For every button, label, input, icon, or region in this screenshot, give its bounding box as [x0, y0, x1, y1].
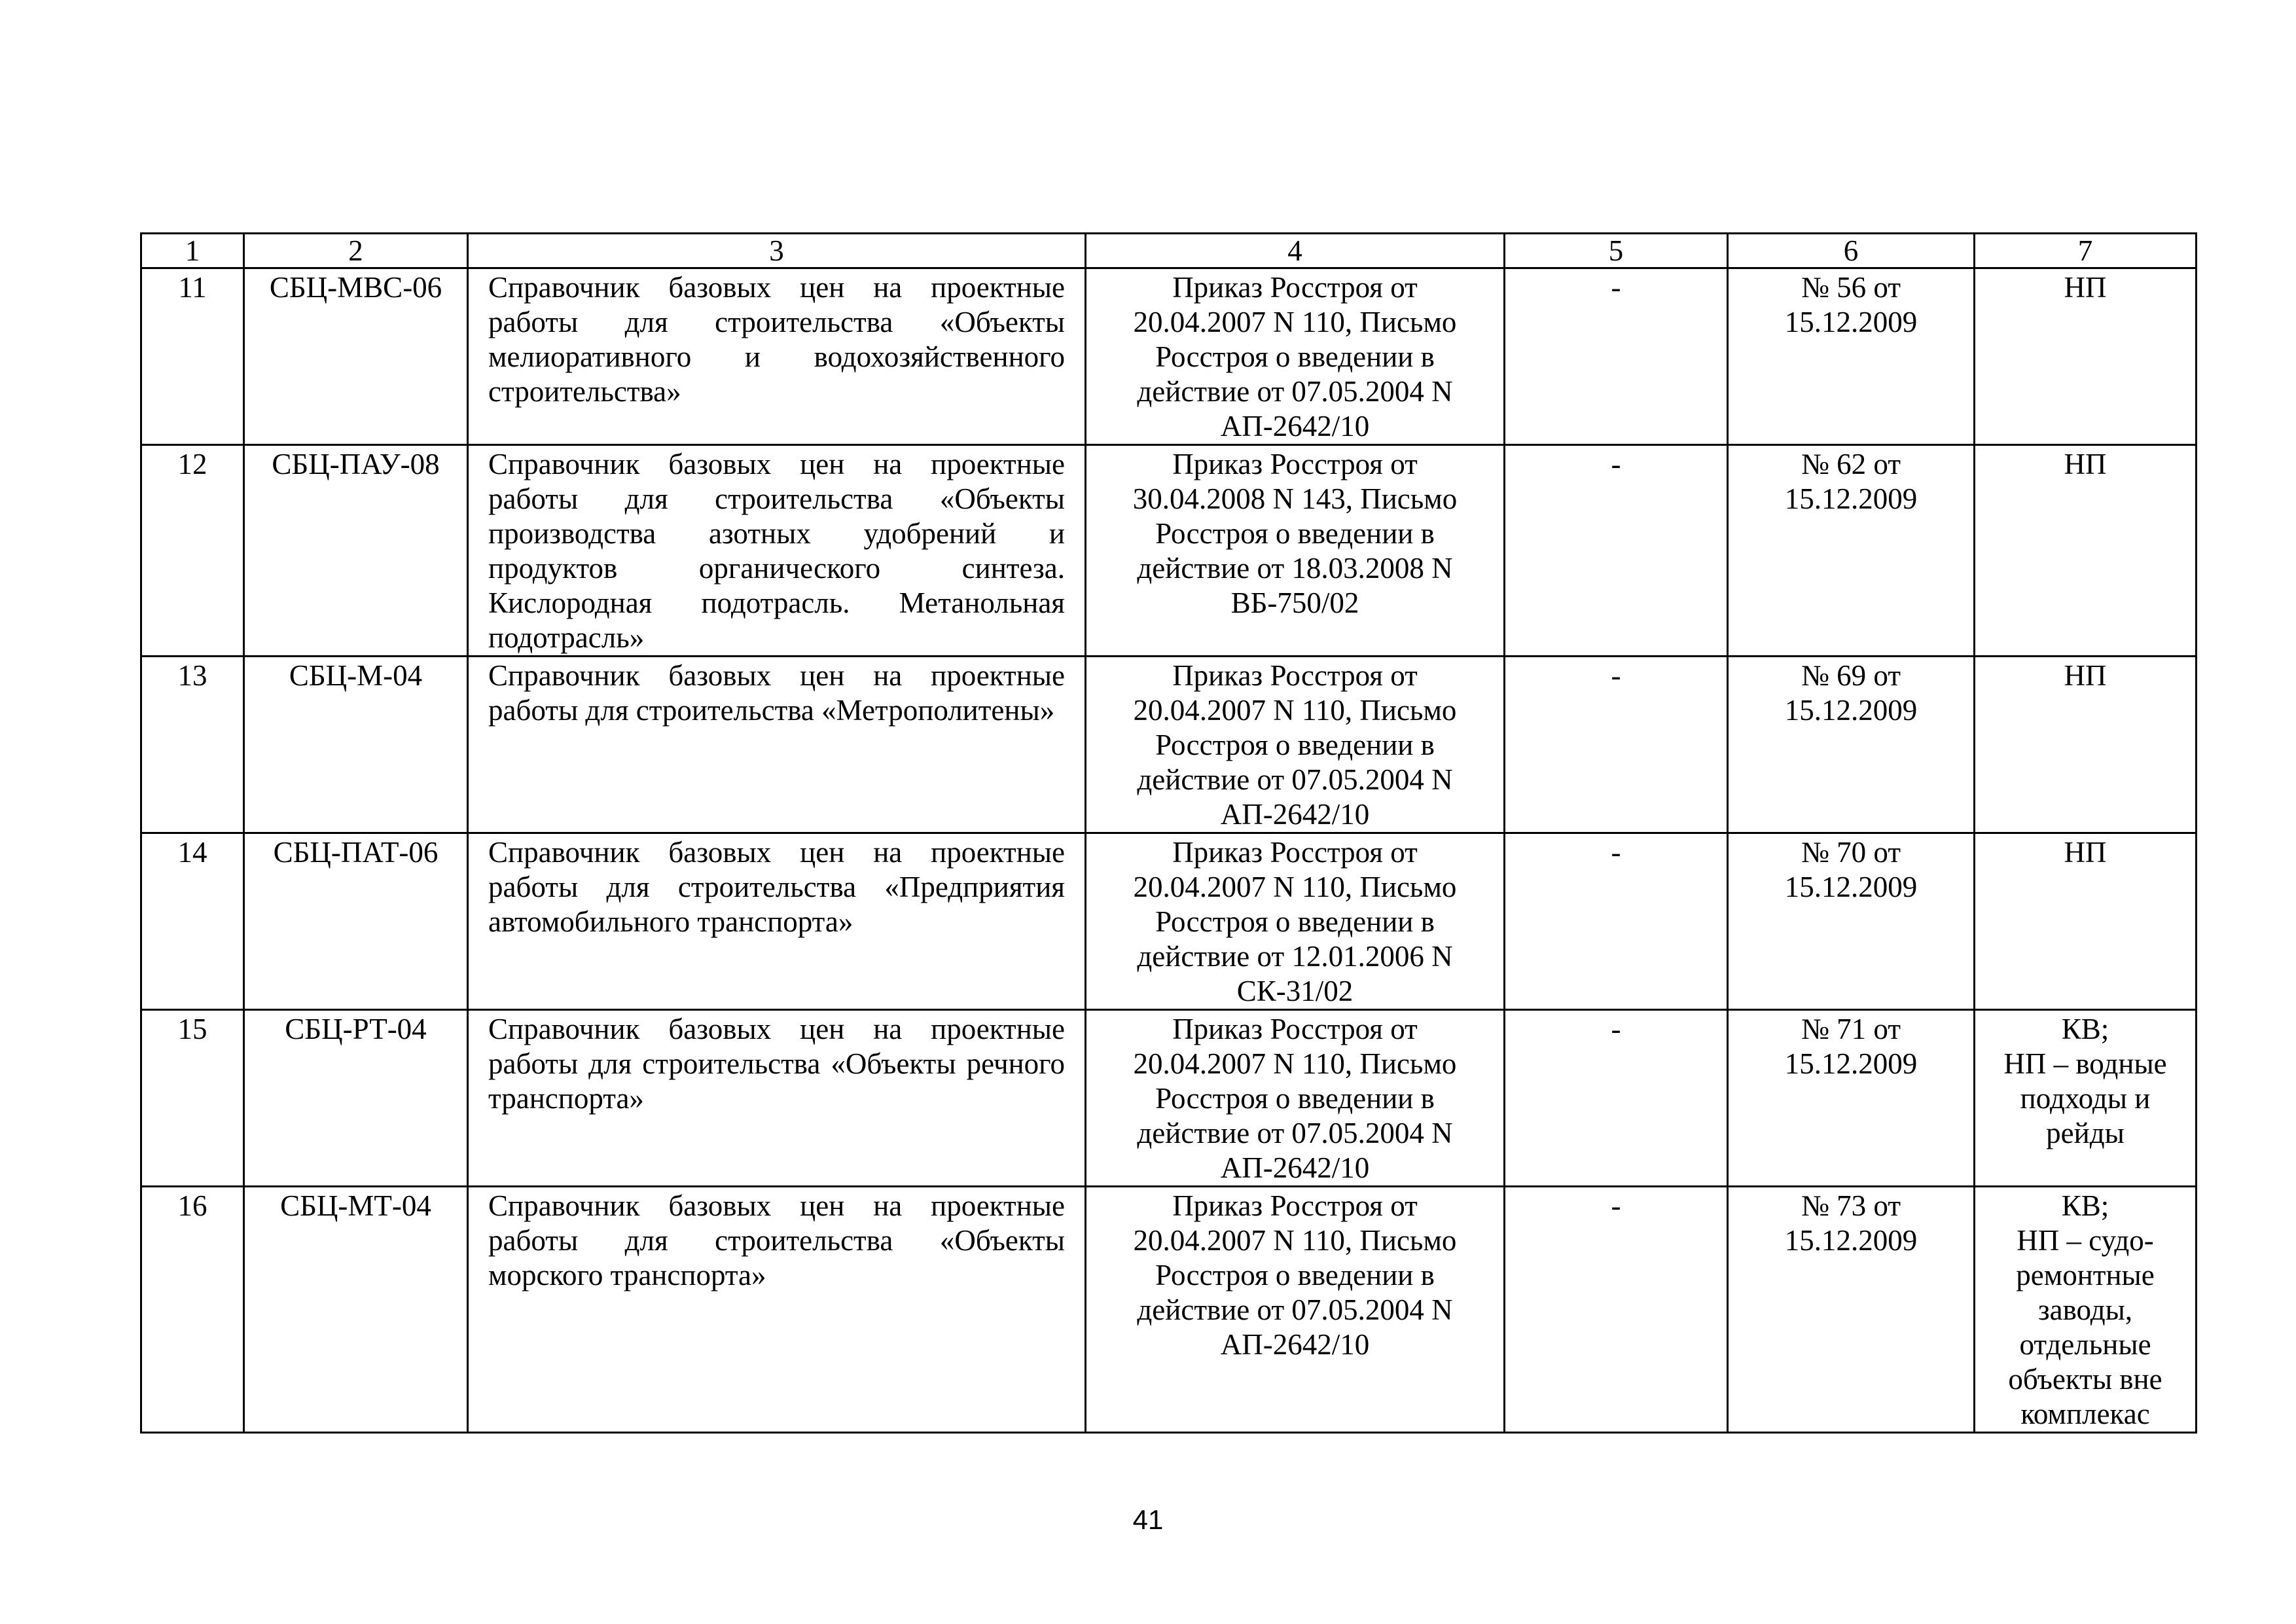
- code-cell: СБЦ-М-04: [244, 657, 468, 833]
- table-row: [141, 1187, 2197, 1433]
- table-row: [141, 833, 2197, 1010]
- table-row: [141, 268, 2197, 445]
- letter-cell: № 70 от 15.12.2009: [1728, 833, 1975, 1010]
- table-row: [141, 1010, 2197, 1187]
- row-number-cell: 16: [141, 1187, 244, 1433]
- code-cell: СБЦ-МВС-06: [244, 268, 468, 445]
- col5-cell: -: [1505, 1187, 1728, 1433]
- letter-cell: № 73 от 15.12.2009: [1728, 1187, 1975, 1433]
- order-cell: Приказ Росстроя от 20.04.2007 N 110, Письмо Росстроя о введении в действие от 12.01.2006 N СК-31/02: [1086, 833, 1505, 1010]
- page-number: 41: [1132, 1504, 1164, 1535]
- column-number: 3: [468, 234, 1086, 268]
- col5-cell: -: [1505, 833, 1728, 1010]
- row-number-cell: 12: [141, 445, 244, 657]
- status-cell: КВ; НП – водные подходы и рейды: [1975, 1010, 2197, 1187]
- col5-cell: -: [1505, 1010, 1728, 1187]
- code-cell: СБЦ-МТ-04: [244, 1187, 468, 1433]
- title-cell: Справочник базовых цен на проектные работы для строительства «Объекты производства азотных удобрений и продуктов органического синтеза. Кислородная подотрасль. Метанольная подотрасль»: [468, 445, 1086, 657]
- order-cell: Приказ Росстроя от 30.04.2008 N 143, Письмо Росстроя о введении в действие от 18.03.2008 N ВБ-750/02: [1086, 445, 1505, 657]
- code-cell: СБЦ-РТ-04: [244, 1010, 468, 1187]
- table-body: [141, 234, 2197, 1433]
- row-number-cell: 13: [141, 657, 244, 833]
- row-number-cell: 15: [141, 1010, 244, 1187]
- letter-cell: № 56 от 15.12.2009: [1728, 268, 1975, 445]
- status-cell: НП: [1975, 445, 2197, 657]
- col5-cell: -: [1505, 445, 1728, 657]
- title-cell: Справочник базовых цен на проектные работы для строительства «Объекты речного транспорта»: [468, 1010, 1086, 1187]
- row-number-cell: 11: [141, 268, 244, 445]
- col5-cell: -: [1505, 268, 1728, 445]
- title-cell: Справочник базовых цен на проектные работы для строительства «Объекты морского транспорта»: [468, 1187, 1086, 1433]
- column-number: 4: [1086, 234, 1505, 268]
- col5-cell: -: [1505, 657, 1728, 833]
- row-number-cell: 14: [141, 833, 244, 1010]
- letter-cell: № 71 от 15.12.2009: [1728, 1010, 1975, 1187]
- title-cell: Справочник базовых цен на проектные работы для строительства «Предприятия автомобильного транспорта»: [468, 833, 1086, 1010]
- column-number: 6: [1728, 234, 1975, 268]
- reference-table: [140, 232, 2197, 1434]
- code-cell: СБЦ-ПАТ-06: [244, 833, 468, 1010]
- order-cell: Приказ Росстроя от 20.04.2007 N 110, Письмо Росстроя о введении в действие от 07.05.2004 N АП-2642/10: [1086, 1187, 1505, 1433]
- title-cell: Справочник базовых цен на проектные работы для строительства «Объекты мелиоративного и водохозяйственного строительства»: [468, 268, 1086, 445]
- order-cell: Приказ Росстроя от 20.04.2007 N 110, Письмо Росстроя о введении в действие от 07.05.2004 N АП-2642/10: [1086, 1010, 1505, 1187]
- status-cell: НП: [1975, 657, 2197, 833]
- column-number: 7: [1975, 234, 2197, 268]
- column-number: 1: [141, 234, 244, 268]
- letter-cell: № 69 от 15.12.2009: [1728, 657, 1975, 833]
- column-number: 2: [244, 234, 468, 268]
- order-cell: Приказ Росстроя от 20.04.2007 N 110, Письмо Росстроя о введении в действие от 07.05.2004 N АП-2642/10: [1086, 268, 1505, 445]
- column-number: 5: [1505, 234, 1728, 268]
- title-cell: Справочник базовых цен на проектные работы для строительства «Метрополитены»: [468, 657, 1086, 833]
- table-row: [141, 657, 2197, 833]
- letter-cell: № 62 от 15.12.2009: [1728, 445, 1975, 657]
- table-row: [141, 445, 2197, 657]
- status-cell: НП: [1975, 833, 2197, 1010]
- code-cell: СБЦ-ПАУ-08: [244, 445, 468, 657]
- column-number-row: [141, 234, 2197, 268]
- status-cell: КВ; НП – судо- ремонтные заводы, отдельные объекты вне комплекас: [1975, 1187, 2197, 1433]
- order-cell: Приказ Росстроя от 20.04.2007 N 110, Письмо Росстроя о введении в действие от 07.05.2004 N АП-2642/10: [1086, 657, 1505, 833]
- status-cell: НП: [1975, 268, 2197, 445]
